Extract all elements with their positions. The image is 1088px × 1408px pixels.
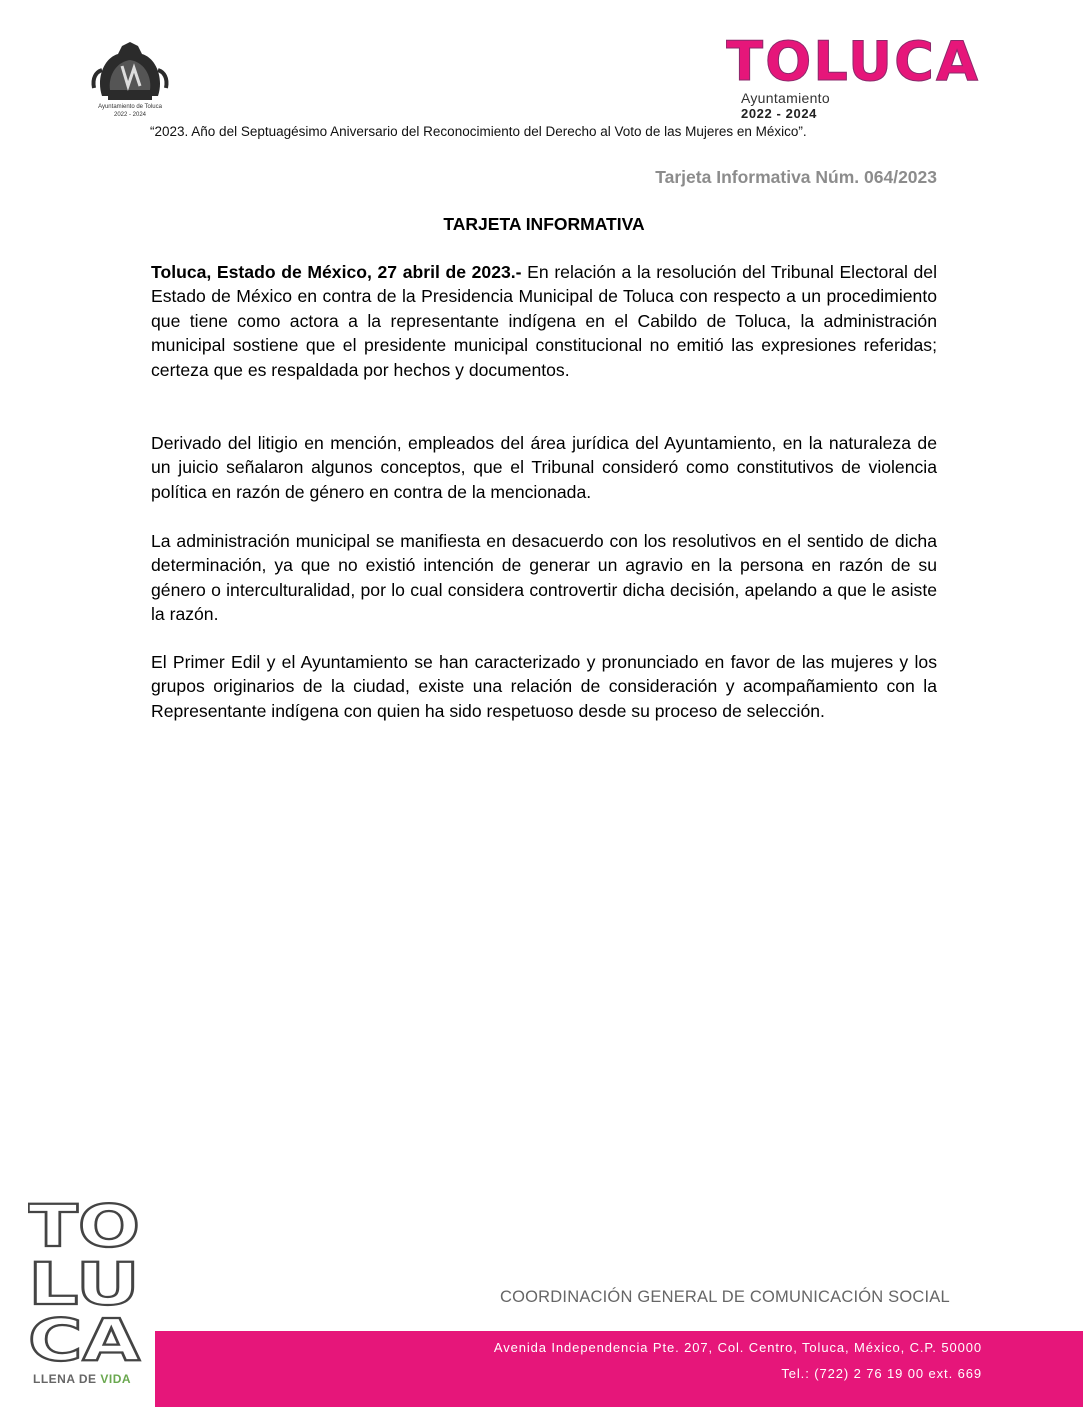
- tagline-part-2: VIDA: [100, 1372, 132, 1386]
- brand-wordmark: TOLUCA: [726, 36, 980, 86]
- toluca-outline-logo: [28, 1194, 144, 1364]
- dateline: Toluca, Estado de México, 27 abril de 2023.-: [151, 262, 522, 282]
- paragraph-1-text: En relación a la resolución del Tribunal Electoral del Estado de México en contra de la Presidencia Municipal de Toluca con respecto a un procedimiento que tiene como actora a la representante indígena en el Cabildo de Toluca, la administración municipal sostiene que el presidente municipal constitucional no emitió las expresiones referidas; certeza que es respaldada por hechos y documentos.: [151, 262, 937, 380]
- seal-caption: [82, 103, 178, 119]
- brand-subtitle: Ayuntamiento: [741, 90, 830, 106]
- logo-row-1: TO: [28, 1194, 140, 1260]
- annual-motto: “2023. Año del Septuagésimo Aniversario del Reconocimiento del Derecho al Voto de las Mujeres en México”.: [150, 124, 807, 139]
- office-phone: Tel.: (722) 2 76 19 00 ext. 669: [781, 1366, 982, 1381]
- office-address: Avenida Independencia Pte. 207, Col. Centro, Toluca, México, C.P. 50000: [493, 1340, 982, 1355]
- seal-caption-line-1: Ayuntamiento de Toluca: [98, 104, 162, 110]
- footer-tagline: [33, 1372, 131, 1386]
- card-number: Tarjeta Informativa Núm. 064/2023: [655, 167, 937, 187]
- paragraph-1: [151, 260, 937, 382]
- paragraph-4: El Primer Edil y el Ayuntamiento se han caracterizado y pronunciado en favor de las mujeres y los grupos originarios de la ciudad, existe una relación de consideración y acompañamiento con la Representante indígena con quien ha sido respetuoso desde su proceso de selección.: [151, 652, 937, 721]
- tagline-part-1: LLENA DE: [33, 1372, 97, 1386]
- brand-period: 2022 - 2024: [741, 106, 817, 121]
- paragraph-2: Derivado del litigio en mención, empleados del área jurídica del Ayuntamiento, en la naturaleza de un juicio señalaron algunos conceptos, que el Tribunal consideró como constitutivos de violencia política en razón de género en contra de la mencionada.: [151, 433, 937, 502]
- logo-row-2: LU: [28, 1250, 140, 1318]
- paragraph-3: La administración municipal se manifiesta en desacuerdo con los resolutivos en el sentido de dicha determinación, ya que no existió intención de generar un agravio en la persona en razón de su género o interculturalidad, por lo cual considera controvertir dicha decisión, apelando a que le asiste la razón.: [151, 531, 937, 625]
- document-title: TARJETA INFORMATIVA: [443, 214, 645, 234]
- office-name: COORDINACIÓN GENERAL DE COMUNICACIÓN SOCIAL: [500, 1288, 950, 1306]
- seal-caption-line-2: 2022 - 2024: [113, 112, 147, 118]
- toluca-brand-logo: [726, 36, 982, 86]
- logo-row-3: CA: [28, 1306, 141, 1364]
